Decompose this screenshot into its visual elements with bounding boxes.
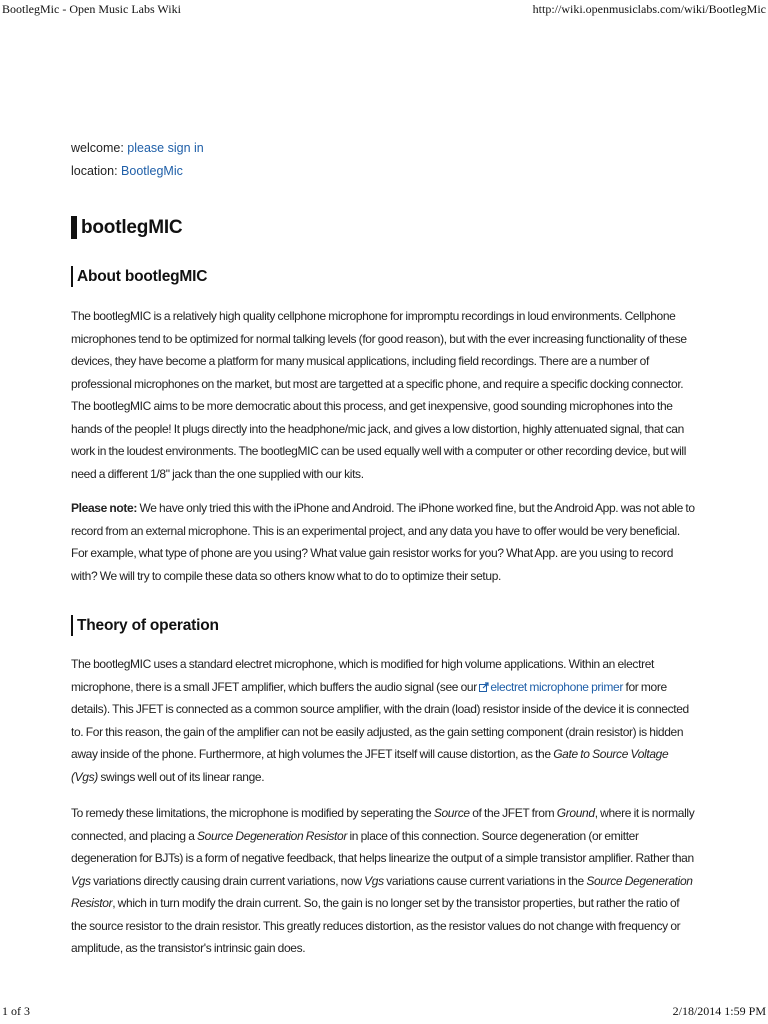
user-meta: [71, 137, 697, 183]
theory-paragraph-1: [71, 653, 697, 788]
text-run: variations cause current variations in the: [383, 873, 587, 888]
location-line: [71, 160, 697, 183]
page-title: [71, 216, 697, 239]
welcome-label: welcome:: [71, 141, 128, 155]
text-run: swings well out of its linear range.: [97, 769, 265, 784]
text-run: , where it is normally connected, and placing a: [71, 806, 695, 843]
text-run: in place of this connection. Source degeneration (or emitter degeneration for BJTs) is a form of negative feedback, that helps linearize the output of a simple transistor amplifier. Rather than: [71, 828, 694, 865]
note-label: Please note:: [71, 501, 137, 515]
electret-primer-link-text: electret microphone primer: [490, 679, 623, 694]
page-content: [71, 137, 697, 960]
location-link[interactable]: BootlegMic: [121, 164, 183, 178]
text-run: of the JFET from: [469, 806, 557, 820]
theory-paragraph-2: [71, 802, 697, 960]
section-heading-theory: [71, 615, 697, 636]
print-footer: [2, 1004, 766, 1020]
external-link-icon: [479, 682, 489, 692]
emphasis: Ground: [556, 806, 595, 820]
emphasis: Gate to Source Voltage (Vgs): [71, 747, 669, 784]
heading-bar-icon: [71, 216, 77, 239]
text-run: To remedy these limitations, the microphone is modified by seperating the: [71, 806, 434, 820]
text-run: variations directly causing drain current variations, now: [90, 873, 365, 888]
print-header-url: http://wiki.openmusiclabs.com/wiki/BootlegMic: [532, 2, 766, 16]
text-run: The bootlegMIC uses a standard electret microphone, which is modified for high volume applications. Within an electret microphone, there is a small JFET amplifier, which buffers the audio signal (see our: [71, 657, 655, 694]
location-label: location:: [71, 164, 122, 178]
page-number: 1 of 3: [2, 1004, 30, 1018]
emphasis: Vgs: [71, 873, 91, 888]
heading-bar-icon: [71, 615, 73, 636]
emphasis: Vgs: [364, 873, 384, 888]
text-run: , which in turn modify the drain current. So, the gain is no longer set by the transistor properties, but rather the ratio of the source resistor to the drain resistor. This greatly reduces distortion, as the resistor values do not change with frequency or amplitude, as the transistor's intrinsic gain does.: [71, 896, 681, 955]
print-header: [2, 2, 766, 18]
emphasis: Source Degeneration Resistor: [71, 873, 693, 910]
note-paragraph: [71, 497, 697, 587]
page-title-text: bootlegMIC: [81, 216, 183, 238]
emphasis: Source: [433, 806, 470, 820]
print-timestamp: 2/18/2014 1:59 PM: [672, 1004, 766, 1018]
heading-bar-icon: [71, 266, 73, 287]
sign-in-link[interactable]: please sign in: [127, 141, 204, 155]
electret-primer-link[interactable]: [479, 680, 623, 694]
text-run: for more details). This JFET is connected as a common source amplifier, with the drain (load) resistor inside of the device it is connected to. For this reason, the gain of the amplifier can not be easily adjusted, as the gain setting component (drain resistor) is hidden away inside of the phone. Furthermore, at high volumes the JFET itself will cause distortion, as the: [71, 679, 689, 761]
note-text: We have only tried this with the iPhone and Android. The iPhone worked fine, but the Android App. was not able to record from an external microphone. This is an experimental project, and any data you have to offer would be very beneficial. For example, what type of phone are you using? What value gain resistor works for you? What App. are you using to record with? We will try to compile these data so others know what to do to optimize their setup.: [71, 501, 695, 583]
section-heading-about: [71, 266, 697, 287]
print-header-title: BootlegMic - Open Music Labs Wiki: [2, 2, 181, 16]
section-heading-text: Theory of operation: [77, 616, 219, 634]
welcome-line: [71, 137, 697, 160]
emphasis: Source Degeneration Resistor: [197, 828, 347, 843]
about-paragraph: The bootlegMIC is a relatively high quality cellphone microphone for impromptu recordings in loud environments. Cellphone microphones tend to be optimized for normal talking levels (for good reason), but with the ever increasing functionality of these devices, they have become a platform for many musical applications, including field recordings. There are a number of professional microphones on the market, but most are targetted at a specific phone, and require a specific docking connector. The bootlegMIC aims to be more democratic about this process, and get inexpensive, good sounding microphones into the hands of the people! It plugs directly into the headphone/mic jack, and gives a low distortion, highly attenuated signal, that can work in the loudest environments. The bootlegMIC can be used equally well with a computer or other recording device, but will need a different 1/8" jack than the one supplied with our kits.: [71, 309, 687, 481]
section-heading-text: About bootlegMIC: [77, 267, 208, 285]
